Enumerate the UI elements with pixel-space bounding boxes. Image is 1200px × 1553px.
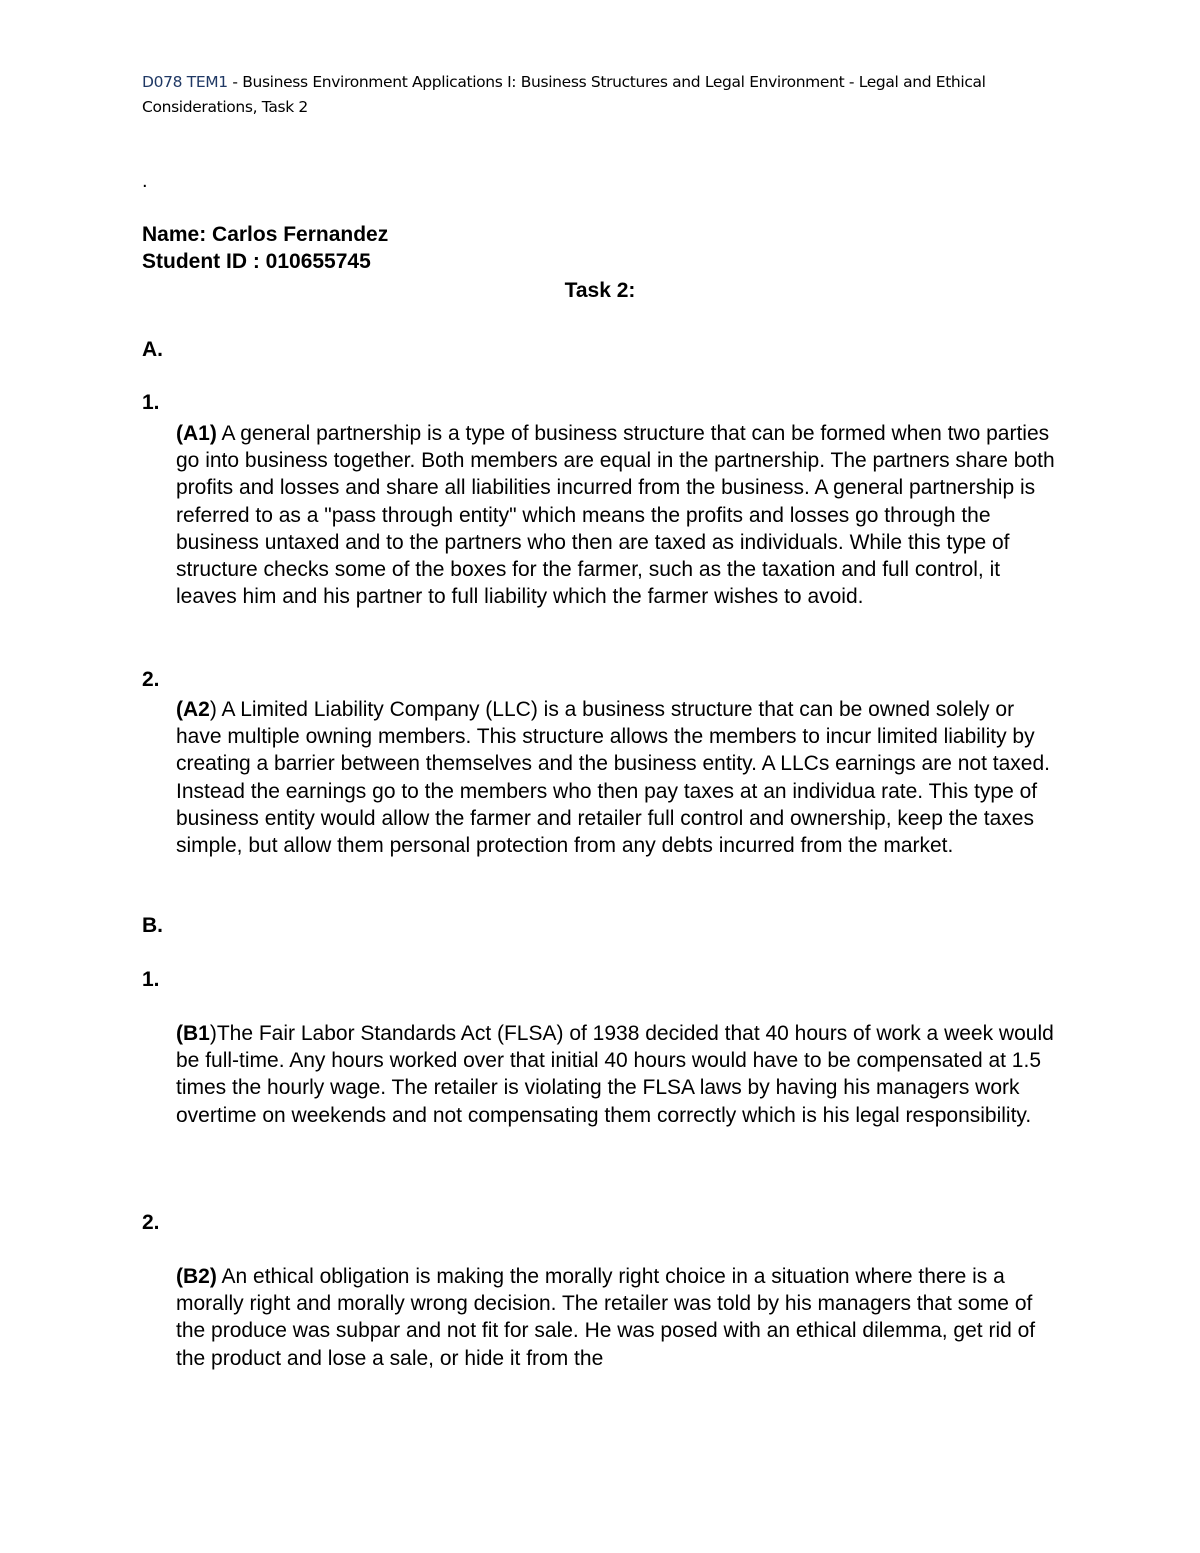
- header-text: - Business Environment Applications I: Business Structures and Legal Environment - Legal and Ethical Considerations, Task 2: [142, 73, 986, 116]
- section-b-item2-tag: (B2): [176, 1265, 217, 1288]
- section-b-item1-number: 1.: [142, 968, 160, 991]
- student-name: Name: Carlos Fernandez: [142, 223, 389, 246]
- section-a-item1-paragraph: [176, 420, 1056, 610]
- section-b-item1-text: )The Fair Labor Standards Act (FLSA) of 1938 decided that 40 hours of work a week would be full-time. Any hours worked over that initial 40 hours would have to be compensated at 1.5 times the hourly wage. The retailer is violating the FLSA laws by having his managers work overtime on weekends and not compensating them correctly which is his legal responsibility.: [176, 1022, 1054, 1127]
- section-a-item1-tag: (A1): [176, 422, 217, 445]
- section-b-label: B.: [142, 914, 163, 937]
- section-a-label: A.: [142, 338, 163, 361]
- section-a-item2-text: ) A Limited Liability Company (LLC) is a business structure that can be owned solely or have multiple owning members. This structure allows the members to incur limited liability by creating a barrier between themselves and the business entity. A LLCs earnings are not taxed. Instead the earnings go to the members who then pay taxes at an individua rate. This type of business entity would allow the farmer and retailer full control and ownership, keep the taxes simple, but allow them personal protection from any debts incurred from the market.: [176, 698, 1050, 858]
- section-a-item1-number: 1.: [142, 391, 160, 414]
- section-a-item1-text: A general partnership is a type of business structure that can be formed when two parties go into business together. Both members are equal in the partnership. The partners share both profits and losses and share all liabilities incurred from the business. A general partnership is referred to as a "pass through entity" which means the profits and losses go through the business untaxed and to the partners who then are taxed as individuals. While this type of structure checks some of the boxes for the farmer, such as the taxation and full control, it leaves him and his partner to full liability which the farmer wishes to avoid.: [176, 422, 1055, 609]
- section-b-item1-paragraph: [176, 1020, 1056, 1129]
- section-b-item2-number: 2.: [142, 1211, 160, 1234]
- section-b-item1-tag: (B1: [176, 1022, 210, 1045]
- stray-dot: .: [142, 170, 148, 192]
- student-id: Student ID : 010655745: [142, 250, 371, 273]
- task-title-text: Task 2:: [564, 279, 636, 302]
- section-a-item2-number: 2.: [142, 668, 160, 691]
- section-b-item2-paragraph: [176, 1263, 1056, 1372]
- section-a-item2-paragraph: [176, 696, 1056, 859]
- section-b-item2-text: An ethical obligation is making the morally right choice in a situation where there is a morally right and morally wrong decision. The retailer was told by his managers that some of the produce was subpar and not fit for sale. He was posed with an ethical dilemma, get rid of the product and lose a sale, or hide it from the: [176, 1265, 1036, 1370]
- task-title: [0, 279, 1200, 303]
- course-code: D078 TEM1: [142, 73, 228, 91]
- section-a-item2-tag: (A2: [176, 698, 210, 721]
- page-header: [142, 70, 1052, 120]
